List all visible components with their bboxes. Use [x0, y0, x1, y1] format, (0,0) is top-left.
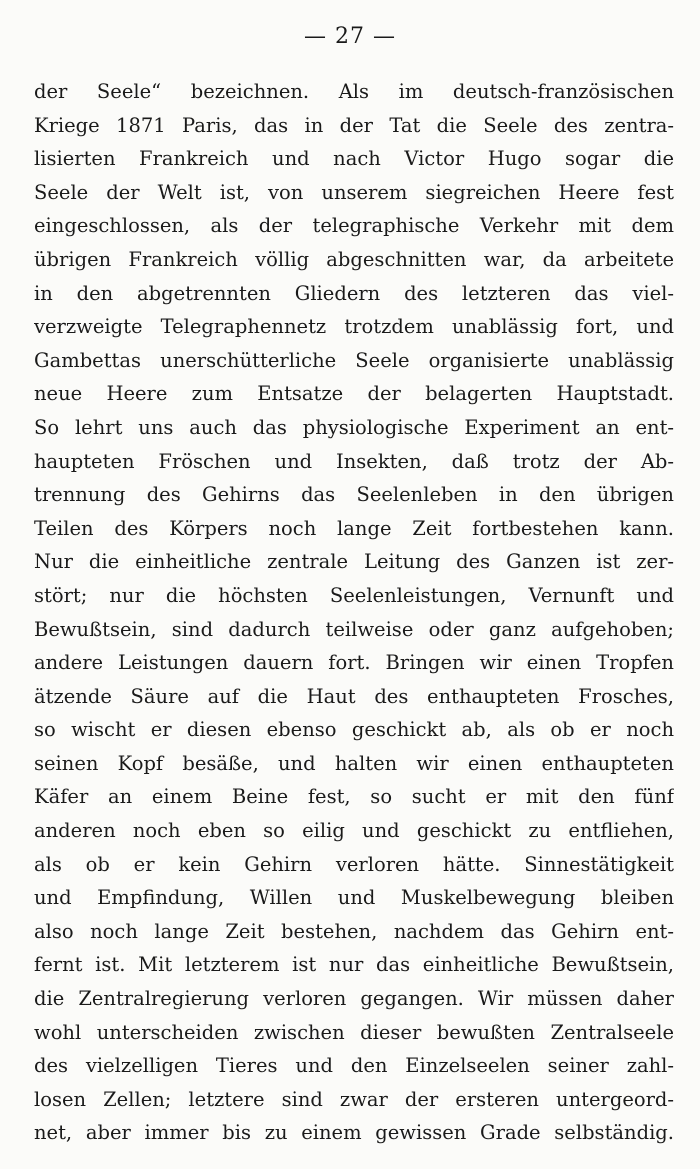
- text-line: Nur die einheitliche zentrale Leitung des Ganzen ist zer-: [34, 550, 674, 574]
- text-line: net, aber immer bis zu einem gewissen Grade selbständig.: [34, 1121, 674, 1145]
- text-line: und Empfindung, Willen und Muskelbewegung bleiben: [34, 886, 674, 910]
- text-line: verzweigte Telegraphennetz trotzdem unablässig fort, und: [34, 315, 674, 339]
- text-line: Kriege 1871 Paris, das in der Tat die Seele des zentra-: [34, 113, 674, 137]
- text-line: trennung des Gehirns das Seelenleben in den übrigen: [34, 483, 674, 507]
- text-line: lisierten Frankreich und nach Victor Hugo sogar die: [34, 147, 674, 171]
- text-line: in den abgetrennten Gliedern des letzteren das viel-: [34, 281, 674, 305]
- text-line: seinen Kopf besäße, und halten wir einen enthaupteten: [34, 751, 674, 775]
- text-line: übrigen Frankreich völlig abgeschnitten war, da arbeitete: [34, 247, 674, 271]
- text-line: eingeschlossen, als der telegraphische Verkehr mit dem: [34, 214, 674, 238]
- text-line: Käfer an einem Beine fest, so sucht er mit den fünf: [34, 785, 674, 809]
- text-line: wohl unterscheiden zwischen dieser bewußten Zentralseele: [34, 1020, 674, 1044]
- text-line: So lehrt uns auch das physiologische Experiment an ent-: [34, 415, 674, 439]
- text-line: Bewußtsein, sind dadurch teilweise oder ganz aufgehoben;: [34, 617, 674, 641]
- text-line: so wischt er diesen ebenso geschickt ab, als ob er noch: [34, 718, 674, 742]
- text-line: die Zentralregierung verloren gegangen. Wir müssen daher: [34, 987, 674, 1011]
- text-line: Teilen des Körpers noch lange Zeit fortbestehen kann.: [34, 516, 674, 540]
- text-line: stört; nur die höchsten Seelenleistungen, Vernunft und: [34, 583, 674, 607]
- text-line: losen Zellen; letztere sind zwar der ersteren untergeord-: [34, 1087, 674, 1111]
- text-line: Gambettas unerschütterliche Seele organisierte unablässig: [34, 348, 674, 372]
- text-line: ätzende Säure auf die Haut des enthaupteten Frosches,: [34, 684, 674, 708]
- text-line: als ob er kein Gehirn verloren hätte. Sinnestätigkeit: [34, 852, 674, 876]
- body-text: [34, 75, 674, 1150]
- text-line: der Seele“ bezeichnen. Als im deutsch-französischen: [34, 80, 674, 103]
- text-line: neue Heere zum Entsatze der belagerten Hauptstadt.: [34, 382, 674, 406]
- page-number: — 27 —: [304, 24, 396, 49]
- text-line: anderen noch eben so eilig und geschickt zu entfliehen,: [34, 819, 674, 843]
- text-line: also noch lange Zeit bestehen, nachdem das Gehirn ent-: [34, 919, 674, 943]
- text-line: des vielzelligen Tieres und den Einzelseelen seiner zahl-: [34, 1054, 674, 1078]
- text-line: haupteten Fröschen und Insekten, daß trotz der Ab-: [34, 449, 674, 473]
- text-line: andere Leistungen dauern fort. Bringen wir einen Tropfen: [34, 651, 674, 675]
- text-line: fernt ist. Mit letzterem ist nur das einheitliche Bewußtsein,: [34, 953, 674, 977]
- text-line: Seele der Welt ist, von unserem siegreichen Heere fest: [34, 180, 674, 204]
